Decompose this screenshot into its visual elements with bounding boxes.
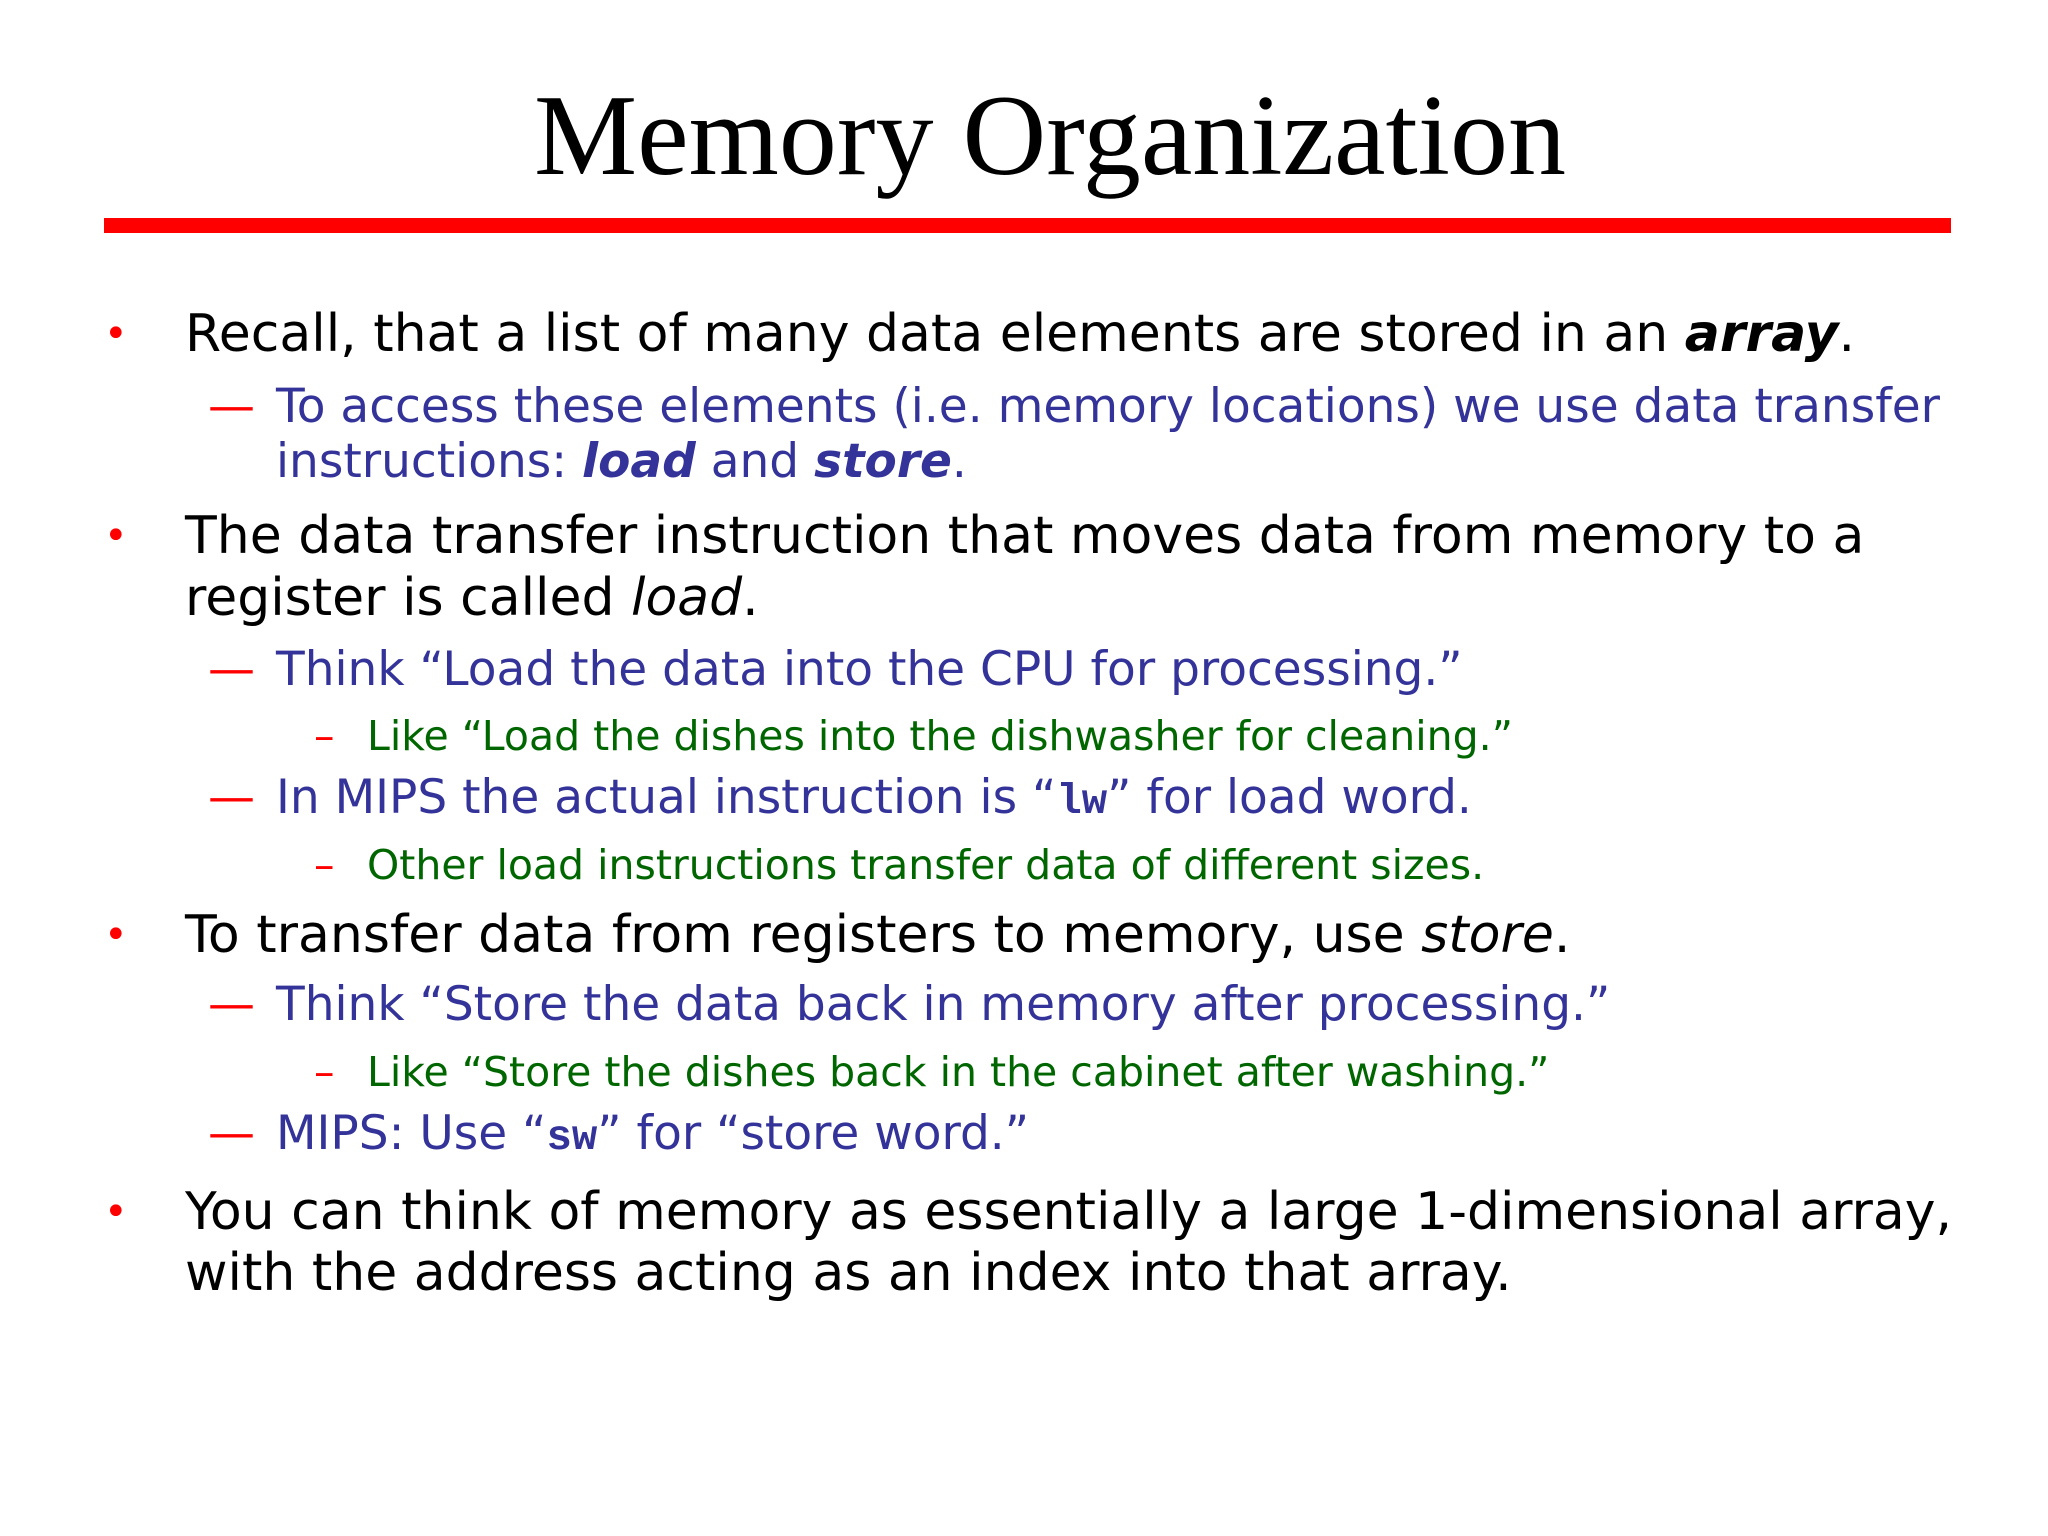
bullet-marker: • bbox=[104, 1189, 128, 1235]
bullet-2-sub-2: In MIPS the actual instruction is “lw” for load word. bbox=[276, 770, 1472, 826]
bullet-4-line-2: with the address acting as an index into that array. bbox=[185, 1243, 1512, 1303]
bullet-1-sub-1-line-2: instructions: load and store. bbox=[276, 434, 967, 489]
subdash-marker: – bbox=[314, 841, 335, 889]
code-lw: lw bbox=[1056, 778, 1108, 826]
bullet-2-sub-2-detail: Other load instructions transfer data of different sizes. bbox=[367, 841, 1485, 889]
slide-title: Memory Organization bbox=[534, 72, 1566, 200]
subdash-marker: – bbox=[314, 1048, 335, 1096]
emphasis-array: array bbox=[1684, 304, 1839, 364]
emphasis-load: load bbox=[582, 434, 696, 489]
code-sw: sw bbox=[546, 1114, 598, 1162]
bullet-3-sub-2: MIPS: Use “sw” for “store word.” bbox=[276, 1106, 1030, 1162]
emphasis-store: store bbox=[1421, 905, 1554, 965]
emphasis-load: load bbox=[631, 568, 743, 628]
bullet-1-text: Recall, that a list of many data elements are stored in an array. bbox=[185, 304, 1856, 364]
dash-marker: — bbox=[208, 379, 255, 434]
bullet-2-sub-1: Think “Load the data into the CPU for processing.” bbox=[276, 642, 1463, 697]
dash-marker: — bbox=[208, 642, 255, 697]
dash-marker: — bbox=[208, 770, 255, 825]
dash-marker: — bbox=[208, 1106, 255, 1161]
bullet-2-line-1: The data transfer instruction that moves data from memory to a bbox=[185, 506, 1865, 566]
bullet-marker: • bbox=[104, 513, 128, 559]
bullet-3-sub-1-detail: Like “Store the dishes back in the cabinet after washing.” bbox=[367, 1048, 1550, 1096]
bullet-3-text: To transfer data from registers to memory, use store. bbox=[185, 905, 1571, 965]
subdash-marker: – bbox=[314, 712, 335, 760]
bullet-marker: • bbox=[104, 912, 128, 958]
bullet-2-line-2: register is called load. bbox=[185, 568, 759, 628]
bullet-1-sub-1-line-1: To access these elements (i.e. memory locations) we use data transfer bbox=[276, 379, 1940, 434]
bullet-3-sub-1: Think “Store the data back in memory after processing.” bbox=[276, 977, 1611, 1032]
bullet-4-line-1: You can think of memory as essentially a large 1-dimensional array, bbox=[185, 1182, 1953, 1242]
title-divider bbox=[104, 218, 1951, 233]
dash-marker: — bbox=[208, 977, 255, 1032]
bullet-2-sub-1-detail: Like “Load the dishes into the dishwasher for cleaning.” bbox=[367, 712, 1513, 760]
bullet-marker: • bbox=[104, 311, 128, 357]
emphasis-store: store bbox=[814, 434, 952, 489]
